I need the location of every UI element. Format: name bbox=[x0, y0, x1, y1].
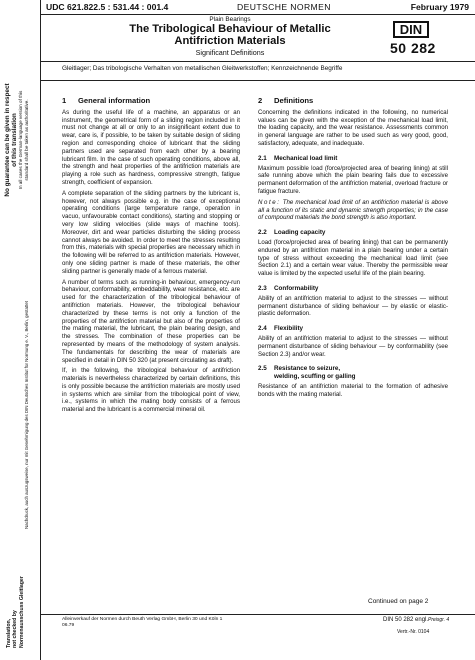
din-ref: DIN 50 282 bbox=[383, 617, 414, 623]
translation-line-1: Translation, bbox=[6, 618, 12, 648]
warning-line-3: In all cases the German-language version of this bbox=[18, 90, 24, 190]
note-label: Note: bbox=[258, 198, 281, 206]
paragraph: Maximum possible load (force/projected area of bearing lining) at still safe running above which the plain bearing fails due to excessive permanent deformation of the antifriction material, overload fracture or fatigue fracture. bbox=[258, 164, 448, 195]
title-block bbox=[95, 16, 365, 57]
subsection-2-2-heading bbox=[258, 229, 448, 237]
paragraph: Ability of an antifriction material to adjust to the stresses — without permanent disturbance of sliding behaviour — by elastic or elastic-plastic deformation. bbox=[258, 294, 448, 318]
subsection-title: Flexibility bbox=[274, 325, 304, 333]
translation-note bbox=[6, 576, 25, 648]
section-title: Definitions bbox=[274, 96, 314, 105]
title-rule bbox=[40, 61, 475, 62]
document-title-line-2: Antifriction Materials bbox=[174, 35, 286, 47]
paragraph: Concerning the definitions indicated in the following, no numerical values can be given with the exception of the mechanical load limit, the loading capacity, and the wear resistance. Assessments common in general language are rather to be used such as very good, good, satisfactory, adequate, and inadequate. bbox=[258, 108, 448, 147]
left-margin-sidebar bbox=[0, 0, 40, 660]
subsection-2-5-heading bbox=[258, 365, 448, 381]
translation-line-3: Normenausschuss Gleitlager bbox=[18, 576, 25, 648]
udc-code: UDC 621.822.5 : 531.44 : 001.4 bbox=[46, 2, 169, 12]
subsection-number: 2.5 bbox=[258, 365, 267, 373]
paragraph: Load (force/projected area of bearing lining) that can be permanently endured by an antifriction material in a plain bearing under a certain type of stress without exceeding the mechanical load limit (see Section 2.1) and a certain wear value. Thereby the permissible wear value is limited by the expected useful life of the plain bearing. bbox=[258, 238, 448, 278]
footer-din-ref bbox=[383, 617, 428, 623]
translation-line-2: not checked by bbox=[12, 610, 19, 648]
subsection-2-1-heading bbox=[258, 155, 448, 163]
sales-line: Alleinverkauf der Normen durch Beuth Verlag GmbH, Berlin 30 und Köln 1 bbox=[62, 617, 223, 622]
section-title: General information bbox=[78, 96, 151, 105]
warning-line-1: No guarantee can be given in respect bbox=[4, 83, 11, 197]
paragraph: As during the useful life of a machine, an apparatus or an instrument, the geometrical form of a sliding region included in it must not change at all or only to an insignificant extent due to wear, care is, if possible, to be taken by suitable design of sliding region and corresponding choice of lubricant that the sliding partners used are separated from each other by a bearing lubricant film. In the case of such operating conditions, above all, the strength and heat properties of the antifriction materials are playing a role such as hardness, compressive strength, fatigue strength, coefficient of expansion. bbox=[62, 108, 240, 186]
language-code: engl. bbox=[415, 617, 429, 623]
edition-code: 06.79 bbox=[62, 623, 75, 629]
subsection-title: Resistance to seizure, bbox=[274, 365, 341, 373]
subsection-2-4-heading bbox=[258, 325, 448, 333]
subsection-title: Conformability bbox=[274, 284, 319, 292]
document-title-line-1: The Tribological Behaviour of Metallic bbox=[129, 23, 331, 35]
paragraph: Ability of an antifriction material to adjust to the stresses — without permanent disturbance of sliding behaviour — by conformability (see Section 2.3) and/or wear. bbox=[258, 334, 448, 358]
note-text: The mechanical load limit of an antifriction material is above all a function of its static and dynamic strength properties; in the case of compound materials the bond strength is also important. bbox=[258, 198, 448, 222]
sales-number: Vertr.-Nr. 0104 bbox=[397, 629, 430, 635]
publication-date: February 1979 bbox=[410, 2, 469, 12]
warning-line-4: standard shall be taken as authoritative. bbox=[24, 99, 29, 181]
german-title-rule bbox=[40, 80, 475, 81]
document-subtitle: Significant Definitions bbox=[195, 48, 265, 57]
price-group: Preisgr. 4 bbox=[428, 617, 450, 623]
paragraph: Resistance of an antifriction material to the formation of adhesive bonds with the mating material. bbox=[258, 382, 448, 398]
section-number: 2 bbox=[258, 96, 263, 105]
reproduction-notice: Nachdruck, auch auszugsweise, nur mit Genehmigung des DIN Deutsches Institut für Normung e. V., Berlin, gestattet bbox=[24, 300, 29, 530]
subsection-number: 2.2 bbox=[258, 229, 267, 237]
subsection-title: Mechanical load limit bbox=[274, 154, 338, 162]
publisher-name: DEUTSCHE NORMEN bbox=[237, 2, 331, 12]
paragraph: A complete separation of the sliding partners by the lubricant is, however, not always possible e.g. in the case of exceptional operating conditions (large temperature range, operation in vacuo, unfavourable contact conditions), starting and stopping or very low sliding velocities (slide ways of machine tools). Moreover, dirt and wear particles disturbing the sliding process cannot always be avoided. In order to meet the stresses resulting from this, materials with special properties are necessary which in the following will be referred to as antifriction materials. However, only one sliding partner is made of these materials, the other sliding partner is generally made of a ferrous material. bbox=[62, 189, 240, 275]
german-title: Gleitlager; Das tribologische Verhalten von metallischen Gleitwerkstoffen; Kennzeichnende Begriffe bbox=[62, 65, 343, 72]
header-rule bbox=[40, 14, 475, 15]
warning-line-2: of this translation bbox=[11, 113, 19, 167]
footer-rule bbox=[40, 614, 475, 615]
section-2-heading bbox=[258, 97, 448, 105]
subject-line: Plain Bearings bbox=[209, 16, 251, 23]
note bbox=[258, 199, 448, 222]
subsection-number: 2.3 bbox=[258, 284, 267, 292]
translation-warning bbox=[4, 15, 30, 265]
section-number: 1 bbox=[62, 96, 67, 105]
standard-number: 50 282 bbox=[390, 40, 436, 56]
top-header-bar bbox=[42, 1, 475, 14]
subsection-title-cont: welding, scuffing or galling bbox=[274, 373, 356, 381]
paragraph: A number of terms such as running-in behaviour, emergency-run behaviour, conformability, embeddability, wear resistance, etc. are used for the characterization of the tribological behaviour of antifriction materials. However, the tribological behaviour characterized by these terms is not only a function of the properties of the antifriction material but also of the properties of the mating material, the lubricant, the plain bearing design, and the stresses. The combination of these properties can be represented by means of the methodology of system analysis. The fundamentals for describing the wear of materials are specified in detail in DIN 50 320 (at present circulating as draft). bbox=[62, 278, 240, 364]
footer-sales-info bbox=[62, 617, 322, 629]
subsection-number: 2.4 bbox=[258, 325, 267, 333]
din-logo: DIN bbox=[393, 21, 429, 38]
section-1-heading bbox=[62, 97, 240, 105]
right-column bbox=[258, 97, 448, 402]
subsection-2-3-heading bbox=[258, 285, 448, 293]
continued-note: Continued on page 2 bbox=[368, 598, 429, 605]
left-column bbox=[62, 97, 240, 417]
paragraph: If, in the following, the tribological behaviour of antifriction materials is nevertheless characterized by certain definitions, this is only possible because the antifriction materials are mostly used in systems which are similar from the tribological point of view, i.e., systems in which the mating body consists of a ferrous material and the lubricant is a commercial mineral oil. bbox=[62, 367, 240, 414]
subsection-title: Loading capacity bbox=[274, 229, 326, 237]
sidebar-divider bbox=[40, 0, 41, 660]
subsection-number: 2.1 bbox=[258, 154, 267, 162]
